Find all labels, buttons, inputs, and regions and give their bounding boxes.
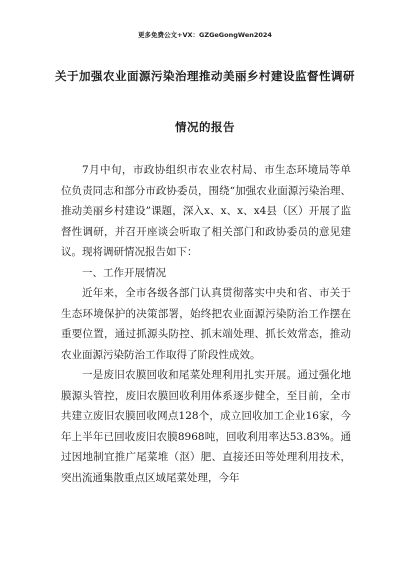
paragraph-intro: 7月中旬，市政协组织市农业农村局、市生态环境局等单位负责同志和部分市政协委员，围绕“加强农业面源污染治理、推动美丽乡村建设”课题，深入x、x、x、x4县（区）开展了监督性调研，并召开座谈会听取了相关部门和政协委员的意见建议。现将调研情况报告如下：	[61, 164, 351, 258]
document-title-line-1: 关于加强农业面源污染治理推动美丽乡村建设监督性调研	[55, 69, 355, 83]
document-title-line-2: 情况的报告	[175, 120, 235, 134]
section-heading: 一、工作开展情况	[82, 266, 166, 279]
header-note: 更多免费公文+VX：GZGeGongWen2024	[138, 31, 272, 39]
document-body	[61, 160, 351, 488]
paragraph-detail: 一是废旧农膜回收和尾菜处理利用扎实开展。通过强化地膜源头管控，废旧农膜回收利用体系逐步健全，至目前，全市共建立废旧农膜回收网点128个，成立回收加工企业16家，今年上半年已回收废旧农膜8968吨，回收利用率达53.83%。通过因地制宜推广尾菜堆（沤）肥、直接还田等处理利用技术，突出流通集散重点区域尾菜处理，今年	[61, 369, 351, 484]
paragraph-overview: 近年来，全市各级各部门认真贯彻落实中央和省、市关于生态环境保护的决策部署，始终把农业面源污染防治工作摆在重要位置，通过抓源头防控、抓末端处理、抓长效常态，推动农业面源污染防治工作取得了阶段性成效。	[61, 287, 351, 361]
